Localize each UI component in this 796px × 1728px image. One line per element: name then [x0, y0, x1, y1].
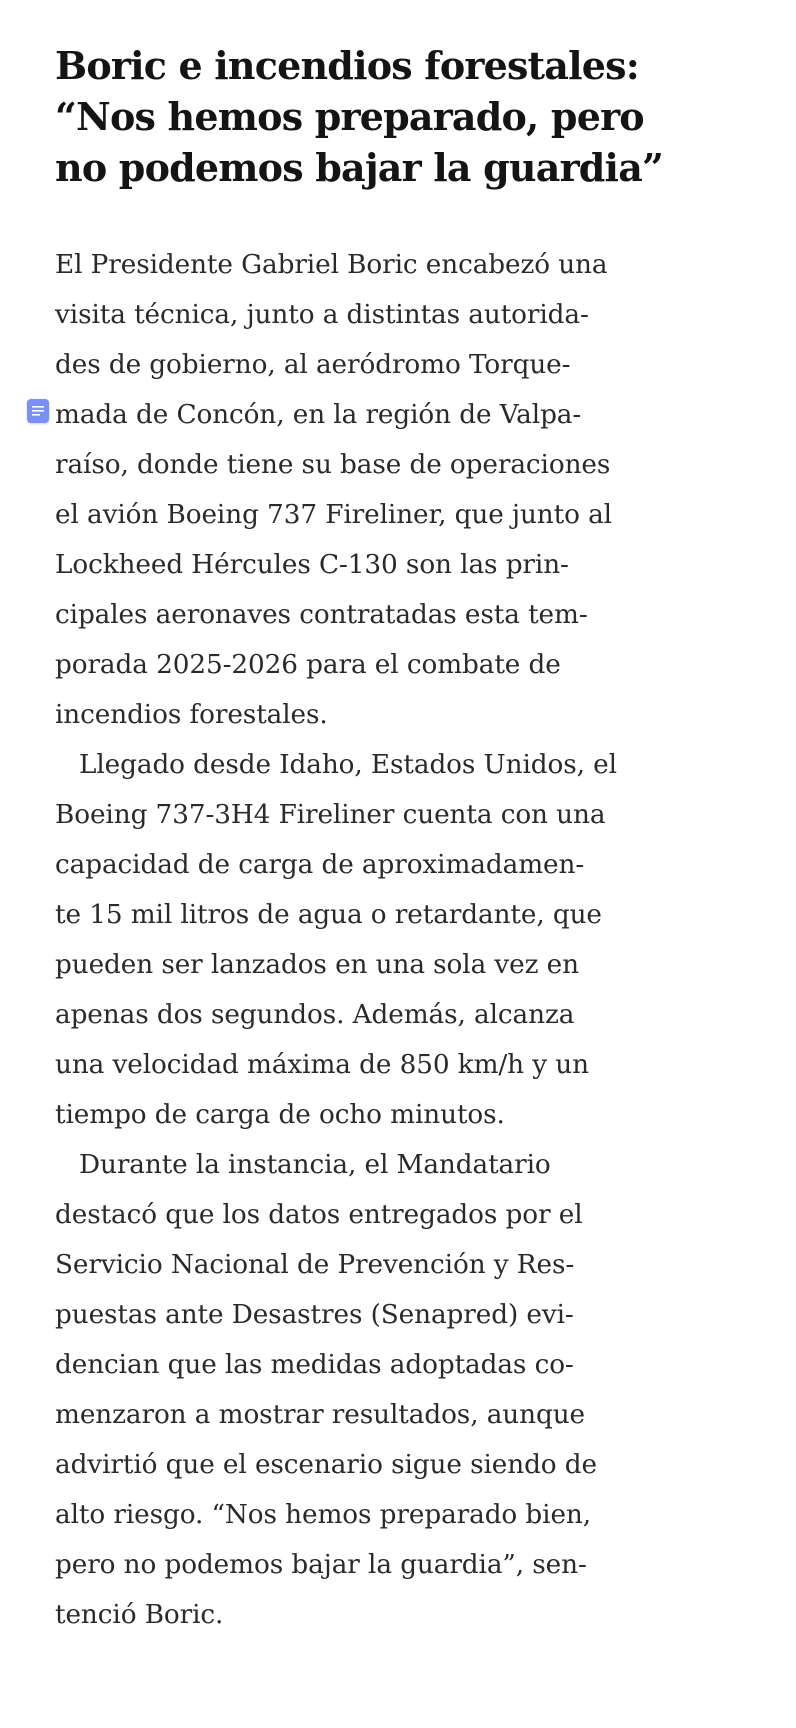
paragraph-1	[55, 240, 767, 740]
headline-line: Boric e incendios forestales:	[55, 43, 639, 88]
text-line: El Presidente Gabriel Boric encabezó una	[55, 250, 608, 280]
text-line: el avión Boeing 737 Fireliner, que junto al	[55, 500, 612, 530]
text-line: des de gobierno, al aeródromo Torque-	[55, 350, 571, 380]
text-line: dencian que las medidas adoptadas co-	[55, 1350, 574, 1380]
article	[55, 40, 767, 1640]
text-line: advirtió que el escenario sigue siendo de	[55, 1450, 597, 1480]
text-line: pero no podemos bajar la guardia”, sen-	[55, 1550, 587, 1580]
text-line: una velocidad máxima de 850 km/h y un	[55, 1050, 589, 1080]
headline-line: “Nos hemos preparado, pero	[55, 94, 644, 139]
text-line: te 15 mil litros de agua o retardante, que	[55, 900, 602, 930]
text-line: porada 2025-2026 para el combate de	[55, 650, 561, 680]
paragraph-3	[55, 1140, 767, 1640]
lines-glyph	[32, 406, 44, 416]
text-line: tiempo de carga de ocho minutos.	[55, 1100, 505, 1130]
text-line: tenció Boric.	[55, 1600, 224, 1630]
document-lines-icon[interactable]	[27, 399, 49, 423]
text-line: mada de Concón, en la región de Valpa-	[55, 400, 582, 430]
headline-line: no podemos bajar la guardia”	[55, 145, 664, 190]
article-headline	[55, 40, 767, 193]
text-line: Durante la instancia, el Mandatario	[79, 1150, 551, 1180]
text-line: cipales aeronaves contratadas esta tem-	[55, 600, 588, 630]
text-line: Boeing 737-3H4 Fireliner cuenta con una	[55, 800, 606, 830]
text-line: capacidad de carga de aproximadamen-	[55, 850, 585, 880]
text-line: incendios forestales.	[55, 700, 328, 730]
text-line: puestas ante Desastres (Senapred) evi-	[55, 1300, 574, 1330]
text-line: menzaron a mostrar resultados, aunque	[55, 1400, 585, 1430]
text-line: apenas dos segundos. Además, alcanza	[55, 1000, 575, 1030]
article-body	[55, 240, 767, 1640]
text-line: Servicio Nacional de Prevención y Res-	[55, 1250, 575, 1280]
text-line: Llegado desde Idaho, Estados Unidos, el	[79, 750, 617, 780]
text-line: Lockheed Hércules C-130 son las prin-	[55, 550, 569, 580]
text-line: pueden ser lanzados en una sola vez en	[55, 950, 579, 980]
text-line: destacó que los datos entregados por el	[55, 1200, 583, 1230]
text-line: raíso, donde tiene su base de operaciones	[55, 450, 611, 480]
paragraph-2	[55, 740, 767, 1140]
text-line: alto riesgo. “Nos hemos preparado bien,	[55, 1500, 592, 1530]
text-line: visita técnica, junto a distintas autorida-	[55, 300, 589, 330]
